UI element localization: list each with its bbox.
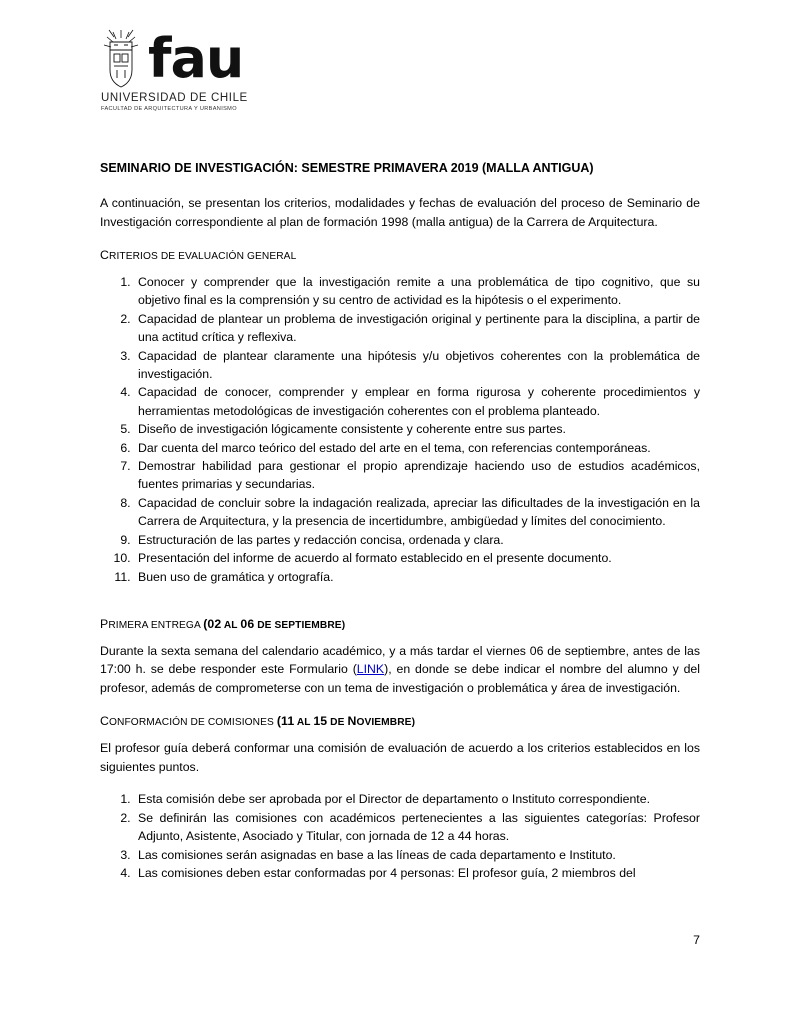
list-item: 11. Buen uso de gramática y ortografía. bbox=[134, 568, 700, 586]
heading-month-rest: OVIEMBRE) bbox=[356, 717, 416, 729]
section-heading-conformacion-comisiones bbox=[100, 713, 700, 731]
section-heading-criterios-initial: C bbox=[100, 248, 109, 262]
heading-initial: P bbox=[100, 616, 109, 631]
formulario-link[interactable]: LINK bbox=[356, 662, 385, 677]
heading-month: DE SEPTIEMBRE) bbox=[254, 619, 346, 631]
list-item: 4. Las comisiones deben estar conformadas por 4 personas: El profesor guía, 2 miembros del bbox=[134, 864, 700, 882]
logo-row bbox=[100, 28, 300, 90]
heading-date-sep: AL bbox=[221, 619, 241, 631]
list-item: 7. Demostrar habilidad para gestionar el propio aprendizaje haciendo uso de estudios académicos, fuentes primarias y secundarias. bbox=[134, 457, 700, 494]
heading-month-sep: DE bbox=[327, 717, 348, 729]
document-body bbox=[100, 160, 700, 888]
list-item: 5. Diseño de investigación lógicamente consistente y coherente entre sus partes. bbox=[134, 420, 700, 438]
heading-rest: ONFORMACIÓN DE COMISIONES bbox=[108, 717, 277, 729]
university-crest-icon bbox=[100, 28, 142, 90]
list-item: 2. Capacidad de plantear un problema de investigación original y pertinente para la disciplina, a partir de una actitud crítica y reflexiva. bbox=[134, 310, 700, 347]
fau-logo bbox=[100, 28, 300, 112]
section-heading-criterios bbox=[100, 247, 700, 265]
list-item: 8. Capacidad de concluir sobre la indagación realizada, apreciar las dificultades de la investigación en la Carrera de Arquitectura, y la presencia de incertidumbre, ambigüedad y límites del conocimiento. bbox=[134, 494, 700, 531]
section-heading-criterios-rest: RITERIOS DE EVALUACIÓN GENERAL bbox=[108, 251, 297, 262]
list-item: 3. Capacidad de plantear claramente una hipótesis y/u objetivos coherentes con la problemática de investigación. bbox=[134, 347, 700, 384]
list-item: 9. Estructuración de las partes y redacción concisa, ordenada y clara. bbox=[134, 531, 700, 549]
list-item: 2. Se definirán las comisiones con académicos pertenecientes a las siguientes categorías: Profesor Adjunto, Asistente, Asociado y Titular, con jornada de 12 a 44 horas. bbox=[134, 809, 700, 846]
list-item: 1. Esta comisión debe ser aprobada por el Director de departamento o Instituto correspondiente. bbox=[134, 790, 700, 808]
heading-date-end: 06 bbox=[240, 616, 255, 631]
list-item: 4. Capacidad de conocer, comprender y emplear en forma rigurosa y coherente procedimientos y herramientas metodológicas de investigación coherentes con el problema planteado. bbox=[134, 383, 700, 420]
paragraph-part-a: Durante la sexta semana del calendario académico, y a más tardar el viernes 06 de septiembre, antes de las 17:00 h. se debe responder este Formulario ( bbox=[100, 643, 700, 677]
heading-date-end: 15 bbox=[313, 714, 328, 729]
heading-date-start: (02 bbox=[203, 616, 222, 631]
list-item: 3. Las comisiones serán asignadas en base a las líneas de cada departamento e Instituto. bbox=[134, 846, 700, 864]
page-number: 7 bbox=[693, 933, 700, 947]
fau-wordmark: fau bbox=[148, 27, 244, 90]
list-item: 10. Presentación del informe de acuerdo al formato establecido en el presente documento. bbox=[134, 549, 700, 567]
comisiones-paragraph: El profesor guía deberá conformar una comisión de evaluación de acuerdo a los criterios establecidos en los siguientes puntos. bbox=[100, 741, 700, 774]
faculty-name: FACULTAD DE ARQUITECTURA Y URBANISMO bbox=[101, 106, 237, 112]
university-name: UNIVERSIDAD DE CHILE bbox=[101, 92, 248, 104]
criterios-list bbox=[100, 273, 700, 586]
list-item: 6. Dar cuenta del marco teórico del estado del arte en el tema, con referencias contemporáneas. bbox=[134, 439, 700, 457]
page-title: SEMINARIO DE INVESTIGACIÓN: SEMESTRE PRIMAVERA 2019 (MALLA ANTIGUA) bbox=[100, 161, 594, 175]
heading-month-initial: N bbox=[347, 714, 357, 729]
heading-initial: C bbox=[100, 714, 109, 729]
intro-paragraph: A continuación, se presentan los criterios, modalidades y fechas de evaluación del proceso de Seminario de Investigación correspondiente al plan de formación 1998 (malla antigua) de la Carrera de Arquitectura. bbox=[100, 196, 700, 229]
heading-rest: RIMERA ENTREGA bbox=[108, 619, 204, 631]
primera-entrega-paragraph bbox=[100, 642, 700, 698]
heading-date-start: (11 bbox=[276, 714, 295, 729]
heading-date-sep: AL bbox=[294, 717, 314, 729]
comisiones-list bbox=[100, 790, 700, 882]
list-item: 1. Conocer y comprender que la investigación remite a una problemática de tipo cognitivo, que su objetivo final es la comprensión y su centro de actividad es la hipótesis o el experimento. bbox=[134, 273, 700, 310]
paragraph-part-b: ), en donde se debe indicar el nombre del alumno y del profesor, además de comprometerse con un tema de investigación o problemática y área de investigación. bbox=[100, 662, 700, 695]
section-heading-primera-entrega bbox=[100, 616, 700, 634]
